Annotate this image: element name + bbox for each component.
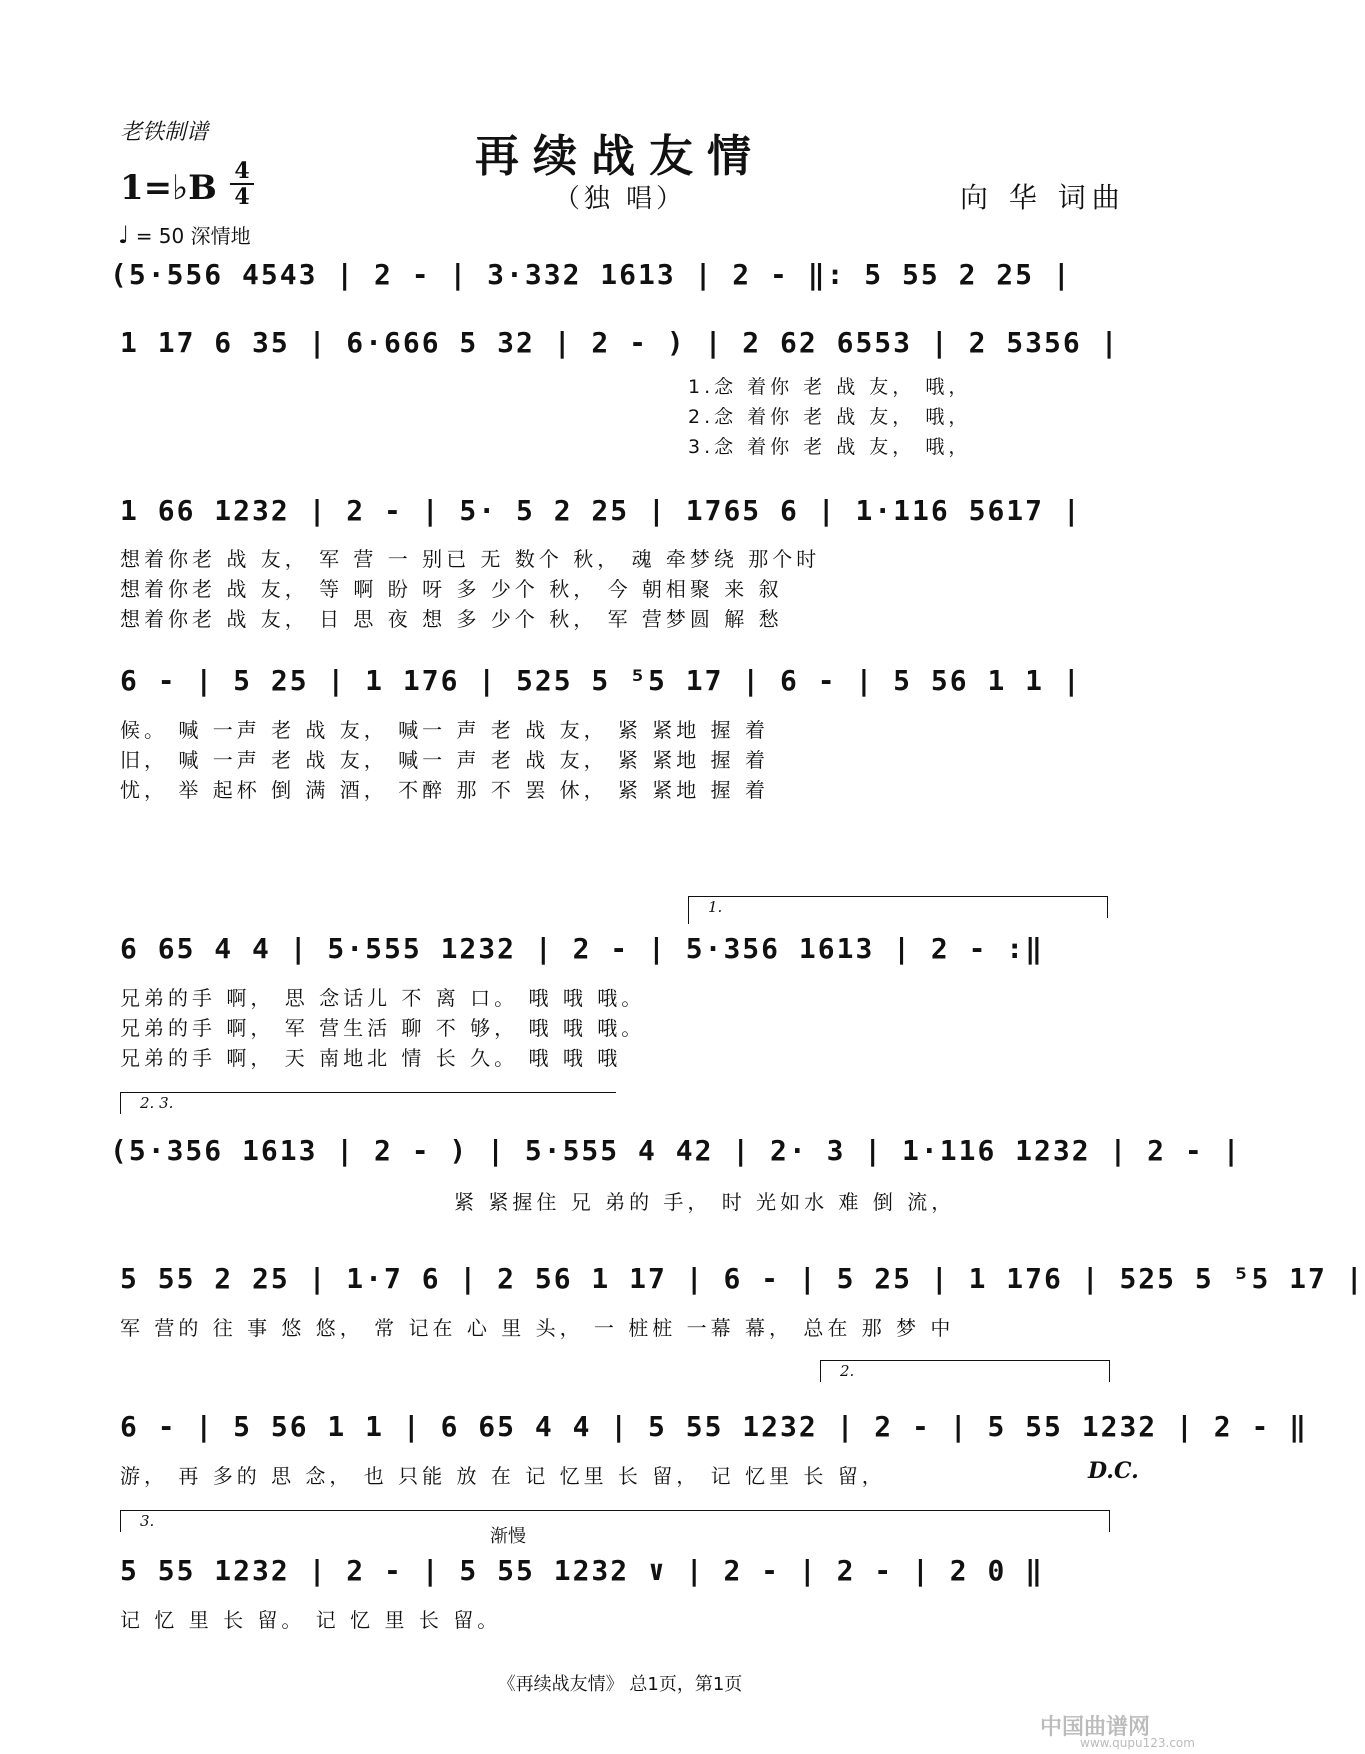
system-6-notes: (5·356 1613 | 2 - ) | 5·555 4 42 | 2· 3 | 1·116 1232 | 2 - | [110,1134,1242,1167]
song-title: 再续战友情 [475,131,765,182]
volta-23-label: 2. 3. [140,1094,174,1112]
watermark-brand: 中国曲谱网 [1040,1715,1151,1740]
volta-23-bracket [120,1092,616,1093]
ritardando-marking: 渐慢 [490,1526,526,1547]
system-4-notes: 6 - | 5 25 | 1 176 | 525 5 ⁵5 17 | 6 - | 5 56 1 1 | [120,664,1082,697]
system-4-lyric-1: 候。 喊 一声 老 战 友， 喊一 声 老 战 友， 紧 紧地 握 着 [120,718,770,742]
volta-2-right-tick [1109,1360,1110,1382]
volta-3-label: 3. [140,1512,155,1530]
system-4-lyric-2: 旧， 喊 一声 老 战 友， 喊一 声 老 战 友， 紧 紧地 握 着 [120,748,770,772]
volta-2-left-tick [820,1360,821,1382]
time-signature-top: 4 [234,158,250,184]
time-signature [228,160,256,208]
system-2-notes: 1 17 6 35 | 6·666 5 32 | 2 - ) | 2 62 6553 | 2 5356 | [120,326,1120,359]
volta-1-bracket [688,896,1108,897]
volta-3-left-tick [120,1510,121,1532]
system-3-lyric-1: 想着你老 战 友， 军 营 一 别已 无 数个 秋， 魂 牵梦绕 那个时 [120,547,821,571]
quarter-note-icon: ♩ [118,221,130,249]
system-3-lyric-2: 想着你老 战 友， 等 啊 盼 呀 多 少个 秋， 今 朝相聚 来 叙 [120,577,783,601]
key-signature: 1=♭B [120,168,217,208]
volta-3-bracket [120,1510,1110,1511]
song-subtitle: （独 唱） [553,184,687,214]
system-8-lyric-1: 游， 再 多的 思 念， 也 只能 放 在 记 忆里 长 留， 记 忆里 长 留， [120,1464,886,1488]
arranger-credit: 老铁制谱 [120,120,209,145]
system-9-notes: 5 55 1232 | 2 - | 5 55 1232 ∨ | 2 - | 2 - | 2 0 ‖ [120,1554,1045,1587]
volta-3-right-tick [1109,1510,1110,1532]
system-4-lyric-3: 忧， 举 起杯 倒 满 酒， 不醉 那 不 罢 休， 紧 紧地 握 着 [120,778,770,802]
tempo-marking [118,220,251,249]
da-capo-marking: D.C. [1088,1458,1139,1484]
volta-2-bracket [820,1360,1110,1361]
time-signature-bottom: 4 [234,184,250,210]
system-5-lyric-2: 兄弟的手 啊， 军 营生活 聊 不 够， 哦 哦 哦。 [120,1016,646,1040]
volta-23-left-tick [120,1092,121,1114]
system-5-notes: 6 65 4 4 | 5·555 1232 | 2 - | 5·356 1613 | 2 - :‖ [120,932,1045,965]
system-3-lyric-3: 想着你老 战 友， 日 思 夜 想 多 少个 秋， 军 营梦圆 解 愁 [120,607,783,631]
system-6-lyric-1: 紧 紧握住 兄 弟的 手， 时 光如水 难 倒 流， [454,1190,956,1214]
watermark-url: www.qupu123.com [1080,1736,1195,1750]
volta-2-label: 2. [840,1362,855,1380]
system-7-notes: 5 55 2 25 | 1·7 6 | 2 56 1 17 | 6 - | 5 25 | 1 176 | 525 5 ⁵5 17 | [120,1262,1365,1295]
system-8-notes: 6 - | 5 56 1 1 | 6 65 4 4 | 5 55 1232 | 2 - | 5 55 1232 | 2 - ‖ [120,1410,1309,1443]
tempo-text: = 50 深情地 [135,224,251,248]
composer-credit: 向 华 词曲 [960,181,1126,214]
volta-1-label: 1. [708,898,723,916]
system-1-notes: (5·556 4543 | 2 - | 3·332 1613 | 2 - ‖: 5 55 2 25 | [110,258,1072,291]
system-7-lyric-1: 军 营的 往 事 悠 悠， 常 记在 心 里 头， 一 桩桩 一幕 幕， 总在 那 梦 中 [120,1316,955,1340]
page-footer: 《再续战友情》 总1页，第1页 [497,1674,743,1695]
volta-1-left-tick [688,896,689,924]
system-3-notes: 1 66 1232 | 2 - | 5· 5 2 25 | 1765 6 | 1·116 5617 | [120,494,1082,527]
system-5-lyric-1: 兄弟的手 啊， 思 念话儿 不 离 口。 哦 哦 哦。 [120,986,646,1010]
volta-1-right-tick [1107,896,1108,918]
system-5-lyric-3: 兄弟的手 啊， 天 南地北 情 长 久。 哦 哦 哦 [120,1046,622,1070]
system-2-lyric-1: 1.念 着你 老 战 友， 哦， [688,376,972,398]
system-9-lyric-1: 记 忆 里 长 留。 记 忆 里 长 留。 [120,1608,502,1632]
system-2-lyric-2: 2.念 着你 老 战 友， 哦， [688,406,972,428]
system-2-lyric-3: 3.念 着你 老 战 友， 哦， [688,436,972,458]
